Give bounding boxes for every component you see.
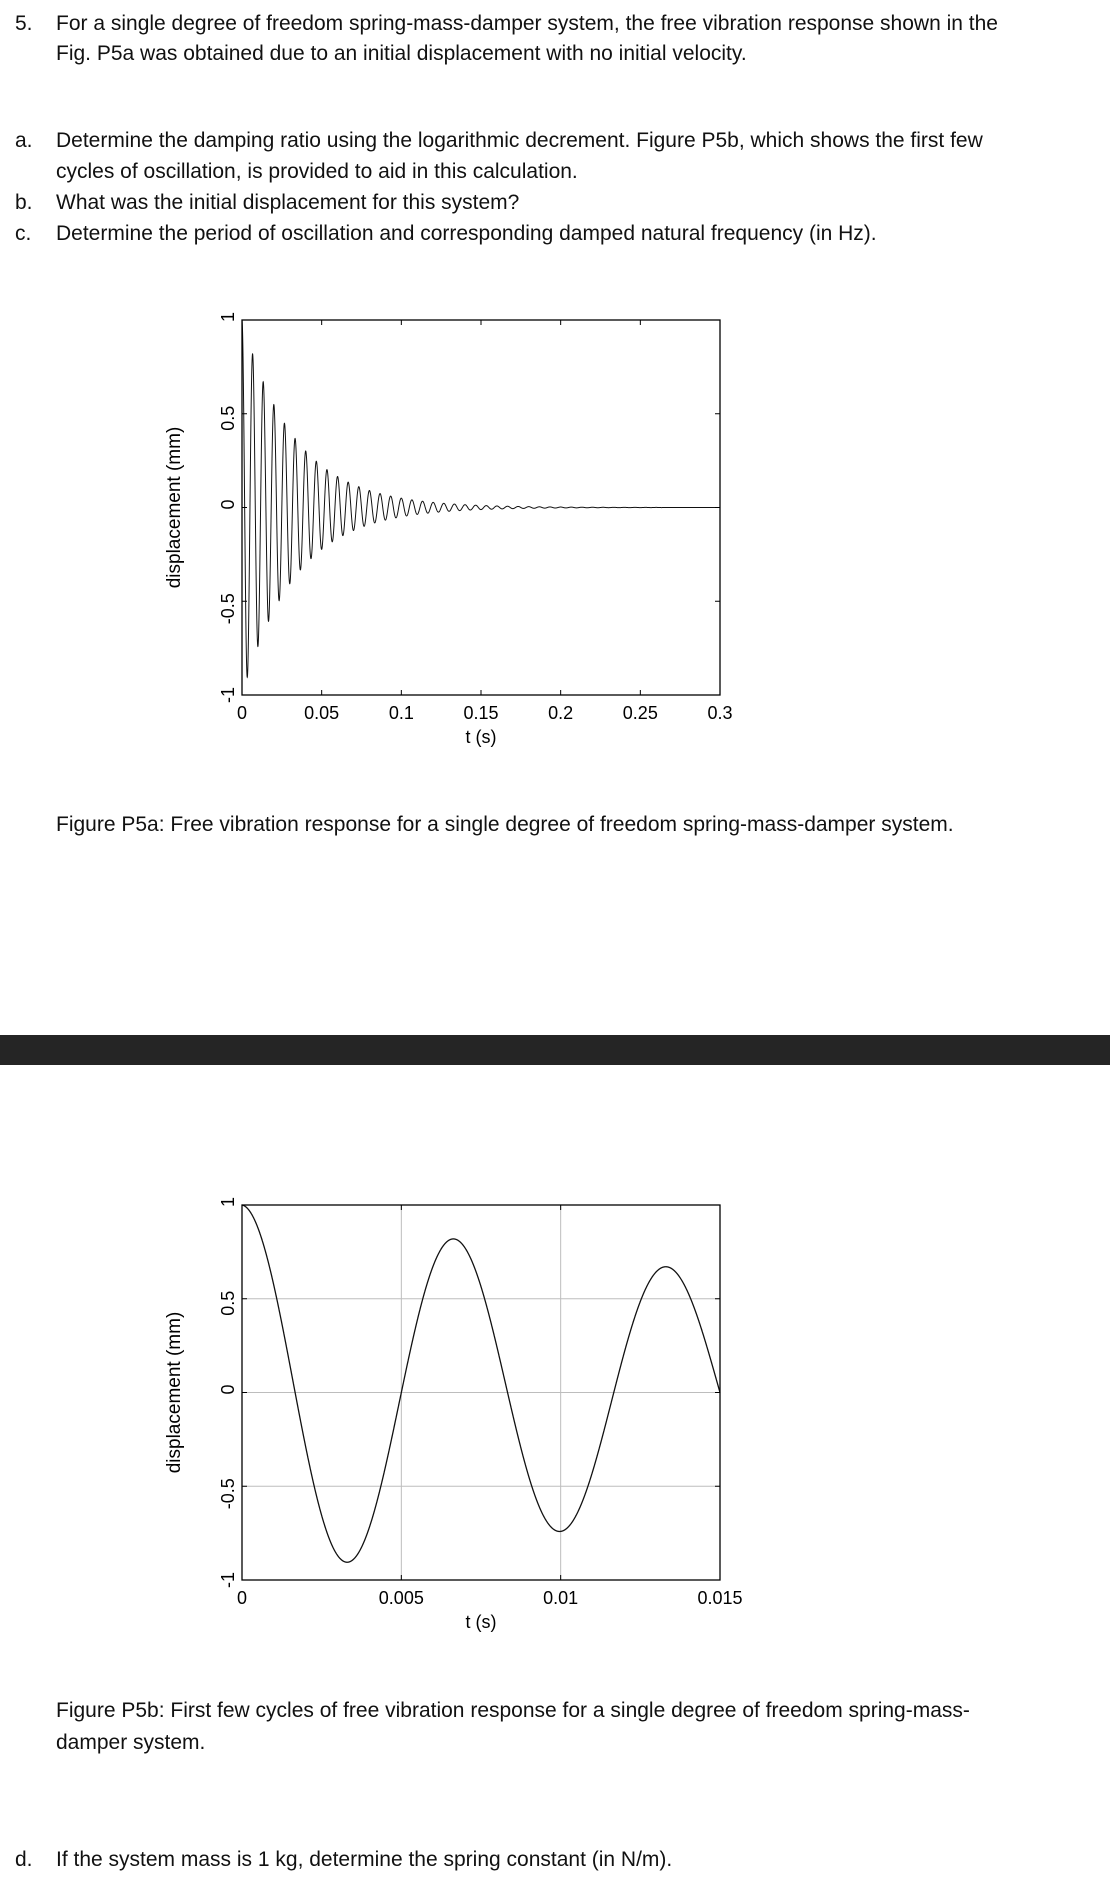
x-tick-label: 0 bbox=[236, 703, 248, 723]
response-series-line bbox=[242, 1205, 720, 1562]
problem-text-line1: For a single degree of freedom spring-mass-damper system, the free vibration response shown in the bbox=[56, 12, 998, 35]
part-b-line1: What was the initial displacement for this system? bbox=[56, 191, 520, 214]
x-axis-label: t (s) bbox=[465, 1612, 497, 1632]
response-series-line bbox=[242, 320, 720, 677]
x-tick-label: 0.2 bbox=[548, 703, 574, 723]
x-axis-label: t (s) bbox=[465, 727, 497, 747]
y-tick-label: -0.5 bbox=[218, 1478, 238, 1510]
part-b-marker: b. bbox=[15, 191, 33, 214]
figure-p5b-chart bbox=[160, 1185, 760, 1645]
x-tick-label: 0.005 bbox=[378, 1588, 424, 1608]
figure-p5a-chart bbox=[160, 305, 760, 765]
x-tick-label: 0.01 bbox=[543, 1588, 579, 1608]
part-c-line1: Determine the period of oscillation and corresponding damped natural frequency (in Hz). bbox=[56, 222, 877, 245]
x-tick-label: 0.15 bbox=[463, 703, 499, 723]
y-tick-label: 1 bbox=[218, 1197, 238, 1208]
x-tick-label: 0.25 bbox=[622, 703, 658, 723]
x-tick-label: 0.1 bbox=[388, 703, 414, 723]
part-d-marker: d. bbox=[15, 1848, 33, 1871]
part-a-line2: cycles of oscillation, is provided to aid in this calculation. bbox=[56, 160, 578, 183]
problem-number: 5. bbox=[15, 12, 33, 35]
part-c-marker: c. bbox=[15, 222, 32, 245]
y-tick-label: 0 bbox=[218, 1384, 238, 1395]
part-a-line1: Determine the damping ratio using the logarithmic decrement. Figure P5b, which shows the first few bbox=[56, 129, 983, 152]
y-tick-label: 0.5 bbox=[218, 1290, 238, 1316]
x-tick-label: 0 bbox=[236, 1588, 248, 1608]
figure-p5b-caption-line2: damper system. bbox=[56, 1731, 206, 1754]
y-tick-label: -1 bbox=[218, 687, 238, 704]
y-axis-label: displacement (mm) bbox=[164, 1311, 185, 1474]
problem-text-line2: Fig. P5a was obtained due to an initial displacement with no initial velocity. bbox=[56, 42, 747, 65]
figure-p5b-caption-line1: Figure P5b: First few cycles of free vibration response for a single degree of freedom spring-mass- bbox=[56, 1699, 970, 1722]
y-axis-label: displacement (mm) bbox=[164, 426, 185, 589]
part-d-text: If the system mass is 1 kg, determine the spring constant (in N/m). bbox=[56, 1848, 673, 1871]
y-tick-label: 1 bbox=[218, 312, 238, 323]
x-tick-label: 0.05 bbox=[304, 703, 340, 723]
y-tick-label: 0.5 bbox=[218, 405, 238, 431]
x-tick-label: 0.015 bbox=[697, 1588, 743, 1608]
page-divider bbox=[0, 1035, 1110, 1065]
y-tick-label: -1 bbox=[218, 1572, 238, 1589]
part-a-marker: a. bbox=[15, 129, 33, 152]
figure-p5a-caption: Figure P5a: Free vibration response for a single degree of freedom spring-mass-damper system. bbox=[56, 813, 954, 836]
y-tick-label: 0 bbox=[218, 499, 238, 510]
y-tick-label: -0.5 bbox=[218, 593, 238, 625]
x-tick-label: 0.3 bbox=[707, 703, 733, 723]
